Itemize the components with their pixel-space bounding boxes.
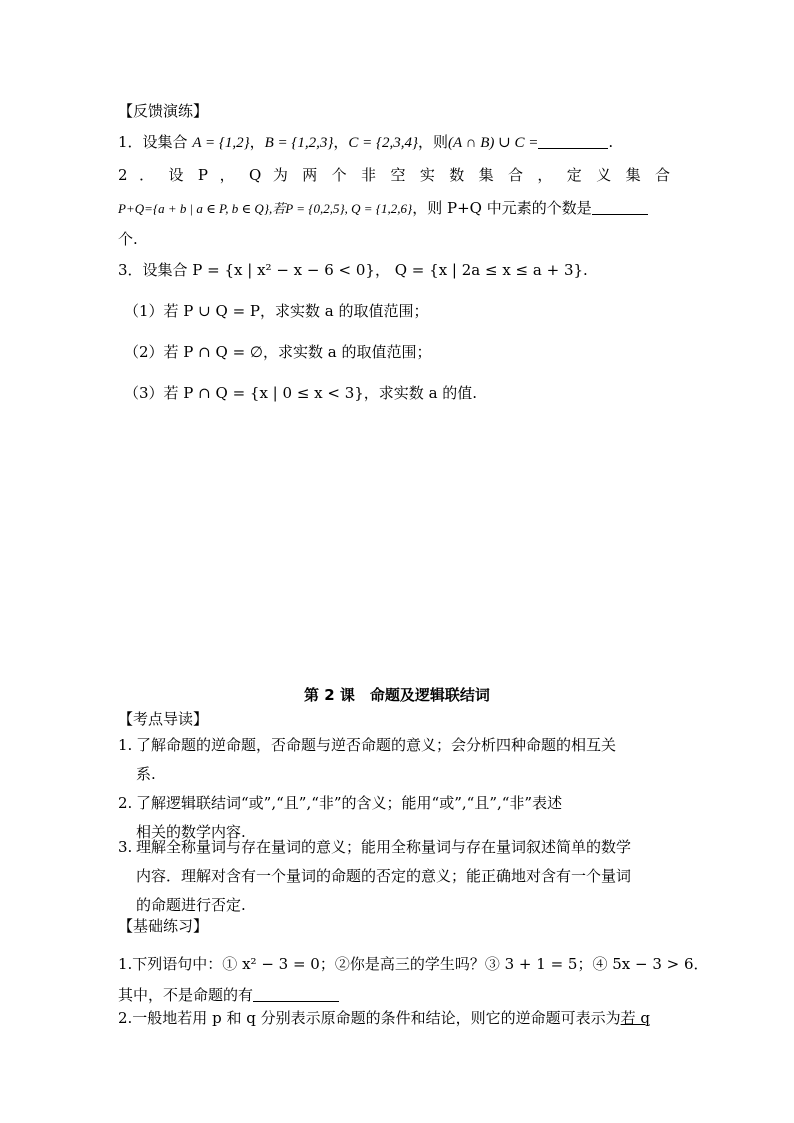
q1-answer-blank <box>538 134 608 149</box>
question-2-line-2 <box>118 197 648 220</box>
question-3-part-2: （2）若 P ∩ Q = ∅，求实数 a 的取值范围； <box>124 343 432 361</box>
q1-expr: (A ∩ B) ∪ C = <box>448 135 539 151</box>
basic-question-1: 1.下列语句中：① x² − 3 = 0；②你是高三的学生吗？③ 3 + 1 = 5；④ 5x − 3 > 6． <box>118 955 709 973</box>
q2-definition: P+Q={a + b | a ∈ P, b ∈ Q},若P = {0,2,5}, Q = {1,2,6} <box>118 201 413 216</box>
q1-end: . <box>608 133 614 151</box>
q1-prefix: 1．设集合 <box>118 133 193 151</box>
lesson-title: 第 2 课 命题及逻辑联结词 <box>304 686 490 704</box>
guide-item-1-number: 1. <box>118 736 133 754</box>
guide-item-3-line-2: 内容．理解对含有一个量词的命题的否定的意义；能正确地对含有一个量词 <box>136 867 632 885</box>
feedback-heading: 【反馈演练】 <box>118 102 209 120</box>
basic-question-2 <box>118 1007 650 1029</box>
guide-item-3 <box>118 833 678 923</box>
b2-text: 2.一般地若用 p 和 q 分别表示原命题的条件和结论，则它的逆命题可表示为 <box>118 1009 621 1027</box>
q2-end: 个. <box>118 230 138 248</box>
basic-question-1-line-2 <box>118 984 339 1006</box>
question-3: 3．设集合 P = {x | x² − x − 6 < 0}， Q = {x | 2a ≤ x ≤ a + 3}. <box>118 261 588 279</box>
guide-item-2-line-2: 相关的数学内容. <box>136 823 246 841</box>
q2-answer-blank <box>592 200 648 215</box>
b1-answer-blank <box>253 987 339 1002</box>
q2-tail: ，则 P+Q 中元素的个数是 <box>412 199 592 217</box>
q1-set-b: B = {1,2,3} <box>264 135 334 151</box>
b1-prompt: 其中，不是命题的有 <box>118 986 254 1004</box>
guide-item-1-line-2: 系. <box>136 765 156 783</box>
q1-then: ，则 <box>418 133 449 151</box>
guide-item-2-line-1: 了解逻辑联结词“或”,“且”,“非”的含义；能用“或”,“且”,“非”表述 <box>136 794 563 812</box>
question-2-line-1: 2 ． 设 P ， Q 为 两 个 非 空 实 数 集 合 ， 定 义 集 合 <box>118 166 672 184</box>
question-1: 1．设集合 A = {1,2}，B = {1,2,3}，C = {2,3,4}，则(A ∩ B) ∪ C = . <box>118 133 614 151</box>
guide-item-1 <box>118 731 678 791</box>
guide-item-2-number: 2. <box>118 794 133 812</box>
b2-answer-start: 若 q <box>620 1009 650 1027</box>
q1-set-c: C = {2,3,4} <box>348 135 419 151</box>
guide-item-3-line-3: 的命题进行否定. <box>136 896 246 914</box>
basic-heading: 【基础练习】 <box>118 917 209 935</box>
guide-item-3-line-1: 理解全称量词与存在量词的意义；能用全称量词与存在量词叙述简单的数学 <box>136 838 632 856</box>
guide-item-1-line-1: 了解命题的逆命题，否命题与逆否命题的意义；会分析四种命题的相互关 <box>136 736 617 754</box>
guide-heading: 【考点导读】 <box>118 710 209 728</box>
question-3-part-1: （1）若 P ∪ Q = P，求实数 a 的取值范围； <box>124 302 429 320</box>
q1-set-a: A = {1,2} <box>192 135 250 151</box>
guide-item-3-number: 3. <box>118 838 133 856</box>
question-3-part-3: （3）若 P ∩ Q = {x | 0 ≤ x < 3}，求实数 a 的值. <box>124 384 478 402</box>
